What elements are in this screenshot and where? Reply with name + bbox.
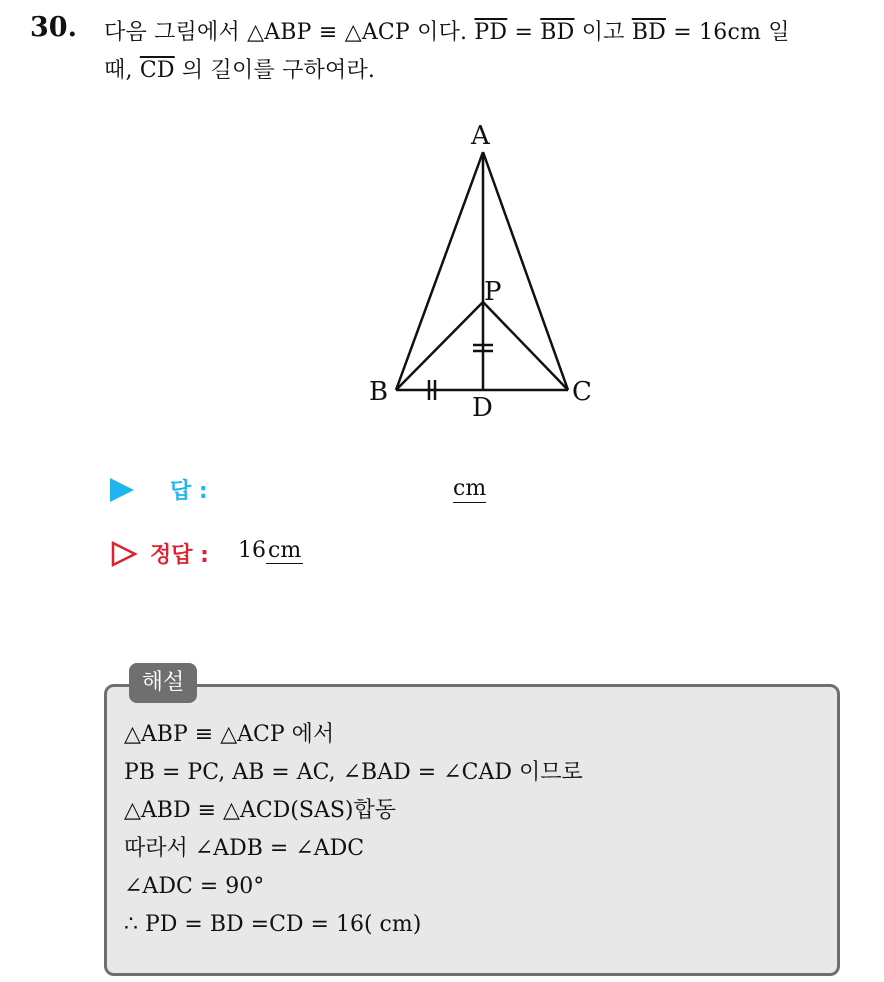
correct-number: 16 (238, 538, 266, 563)
segment-ac (483, 152, 568, 390)
segment-pb (396, 302, 483, 390)
solution-line-6: ∴ PD = BD =CD = 16( cm) (124, 912, 422, 937)
segment-pc (483, 302, 568, 390)
play-triangle-icon (110, 478, 134, 502)
outline-triangle-icon (110, 540, 138, 568)
solution-line-1: △ABP ≡ △ACP 에서 (124, 722, 335, 747)
answer-row (110, 470, 610, 510)
question-line2-post: 의 길이를 구하여라. (174, 58, 376, 83)
segment-bd-2: $\overline{BD}$ (631, 20, 667, 45)
solution-line-4: 따라서 ∠ADB = ∠ADC (124, 836, 365, 861)
vertex-label-b: B (369, 377, 389, 407)
question-line1: 다음 그림에서 △ABP ≡ △ACP 이다. (104, 20, 475, 45)
solution-line-2: PB = PC, AB = AC, ∠BAD = ∠CAD 이므로 (124, 760, 583, 785)
vertex-label-c: C (572, 377, 592, 407)
correct-answer-value (238, 538, 303, 564)
question-number: 30. (30, 12, 77, 43)
segment-ab (396, 152, 483, 390)
vertex-label-a: A (471, 121, 490, 151)
question-text (104, 14, 864, 90)
solution-tab: 해설 (129, 663, 197, 703)
question-line2-pre: 때, (104, 58, 140, 83)
conjunction: 이고 (574, 20, 632, 45)
equals: = (507, 20, 541, 45)
triangle-figure (340, 110, 640, 430)
solution-lines (124, 716, 583, 944)
segment-bd: $\overline{BD}$ (540, 20, 575, 45)
solution-line-3: △ABD ≡ △ACD(SAS)합동 (124, 798, 397, 823)
vertex-label-d: D (472, 393, 493, 423)
solution-line-5: ∠ADC = 90° (124, 874, 265, 899)
correct-answer-label: 정답 : (150, 543, 209, 568)
segment-pd: $\overline{PD}$ (474, 20, 508, 45)
segment-cd: $\overline{CD}$ (139, 58, 175, 83)
answer-label: 답 : (170, 479, 208, 504)
correct-answer-row (110, 536, 610, 576)
vertex-label-p: P (484, 277, 502, 307)
correct-unit: cm (268, 538, 302, 563)
given-length: = 16cm 일 (666, 20, 790, 45)
answer-blank-unit: cm (453, 476, 487, 501)
